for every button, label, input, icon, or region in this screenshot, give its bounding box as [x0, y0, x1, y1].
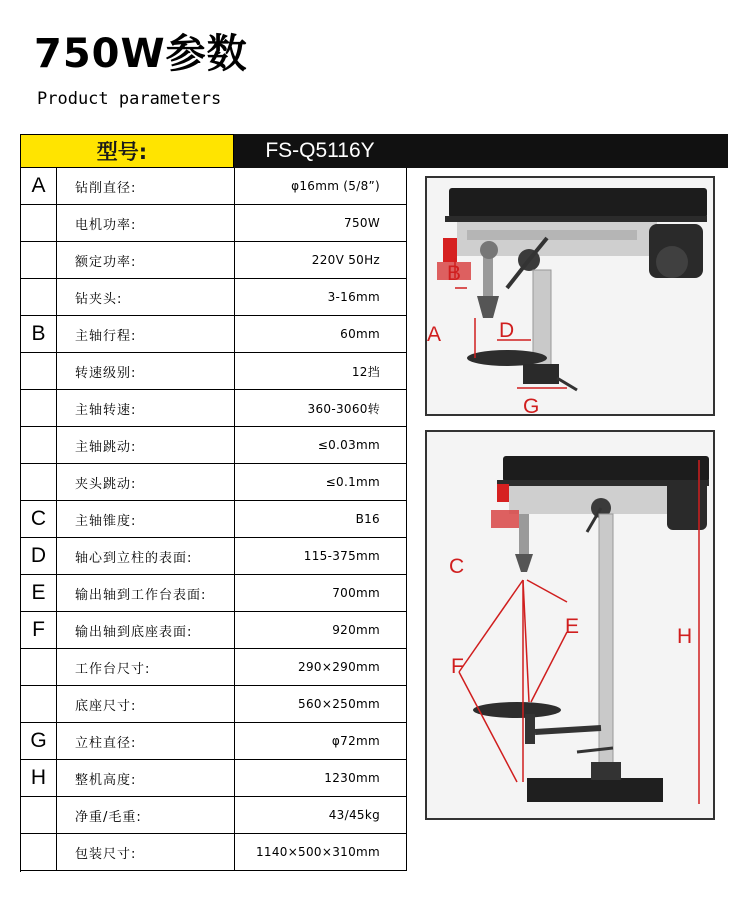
callout-f: F [451, 655, 464, 678]
spec-name: 电机功率: [57, 205, 235, 242]
table-row [21, 834, 407, 871]
table-row [21, 168, 407, 205]
spec-value: 43/45kg [235, 797, 407, 834]
callout-c: C [449, 555, 465, 578]
callout-e: E [565, 615, 580, 638]
table-row [21, 316, 407, 353]
spec-name: 净重/毛重: [57, 797, 235, 834]
table-row [21, 723, 407, 760]
spec-name: 整机高度: [57, 760, 235, 797]
dimension-letter [21, 390, 57, 427]
spec-value: 12挡 [235, 353, 407, 390]
spec-rows [20, 168, 407, 872]
spec-value: 700mm [235, 575, 407, 612]
spec-value: φ72mm [235, 723, 407, 760]
spec-name: 主轴行程: [57, 316, 235, 353]
callout-a: A [427, 323, 442, 346]
spec-value: ≤0.1mm [235, 464, 407, 501]
callout-h: H [677, 625, 693, 648]
model-label: 型号: [20, 134, 234, 168]
drill-head-photo [425, 176, 715, 416]
spec-value: 750W [235, 205, 407, 242]
spec-name: 转速级别: [57, 353, 235, 390]
spec-name: 夹头跳动: [57, 464, 235, 501]
table-row [21, 797, 407, 834]
spec-name: 主轴锥度: [57, 501, 235, 538]
dimension-letter: E [21, 575, 57, 612]
spec-name: 立柱直径: [57, 723, 235, 760]
dimension-letter: B [21, 316, 57, 353]
spec-name: 钻夹头: [57, 279, 235, 316]
spec-name: 包装尺寸: [57, 834, 235, 871]
table-row [21, 686, 407, 723]
table-row [21, 649, 407, 686]
dimension-letter: F [21, 612, 57, 649]
spec-name: 主轴转速: [57, 390, 235, 427]
drill-press-photo [425, 430, 715, 820]
dimension-letter [21, 797, 57, 834]
callout-g: G [523, 395, 540, 416]
page-title: 750W参数 [34, 31, 248, 77]
spec-value: 1230mm [235, 760, 407, 797]
drill-head-illustration [427, 178, 713, 414]
spec-value: 360-3060转 [235, 390, 407, 427]
dimension-letter [21, 279, 57, 316]
spec-value: 220V 50Hz [235, 242, 407, 279]
dimension-letter [21, 464, 57, 501]
spec-name: 额定功率: [57, 242, 235, 279]
spec-name: 主轴跳动: [57, 427, 235, 464]
dimension-letter: D [21, 538, 57, 575]
spec-table [20, 134, 728, 872]
spec-value: B16 [235, 501, 407, 538]
dimension-letter [21, 205, 57, 242]
table-row [21, 575, 407, 612]
model-value: FS-Q5116Y [234, 134, 406, 168]
table-row [21, 242, 407, 279]
spec-value: 115-375mm [235, 538, 407, 575]
table-row [21, 353, 407, 390]
dimension-letter [21, 834, 57, 871]
dimension-letter: C [21, 501, 57, 538]
dimension-letter [21, 686, 57, 723]
spec-name: 工作台尺寸: [57, 649, 235, 686]
table-row [21, 538, 407, 575]
table-row [21, 205, 407, 242]
spec-value: 560×250mm [235, 686, 407, 723]
table-row [21, 612, 407, 649]
table-row [21, 390, 407, 427]
spec-value: ≤0.03mm [235, 427, 407, 464]
spec-name: 输出轴到底座表面: [57, 612, 235, 649]
dimension-letter: G [21, 723, 57, 760]
callout-d: D [499, 319, 515, 342]
spec-value: 3-16mm [235, 279, 407, 316]
dimension-letter: A [21, 168, 57, 205]
spec-name: 底座尺寸: [57, 686, 235, 723]
dimension-letter: H [21, 760, 57, 797]
spec-value: 290×290mm [235, 649, 407, 686]
table-row [21, 464, 407, 501]
spec-name: 输出轴到工作台表面: [57, 575, 235, 612]
dimension-letter [21, 649, 57, 686]
table-row [21, 279, 407, 316]
page-subtitle: Product parameters [37, 89, 222, 109]
table-row [21, 501, 407, 538]
dimension-letter [21, 427, 57, 464]
callout-b: B [447, 262, 462, 285]
spec-value: 920mm [235, 612, 407, 649]
spec-name: 轴心到立柱的表面: [57, 538, 235, 575]
table-row [21, 427, 407, 464]
spec-name: 钻削直径: [57, 168, 235, 205]
header-bar [406, 134, 728, 168]
dimension-letter [21, 353, 57, 390]
spec-value: 60mm [235, 316, 407, 353]
spec-value: φ16mm (5/8”) [235, 168, 407, 205]
spec-value: 1140×500×310mm [235, 834, 407, 871]
table-row [21, 760, 407, 797]
dimension-letter [21, 242, 57, 279]
